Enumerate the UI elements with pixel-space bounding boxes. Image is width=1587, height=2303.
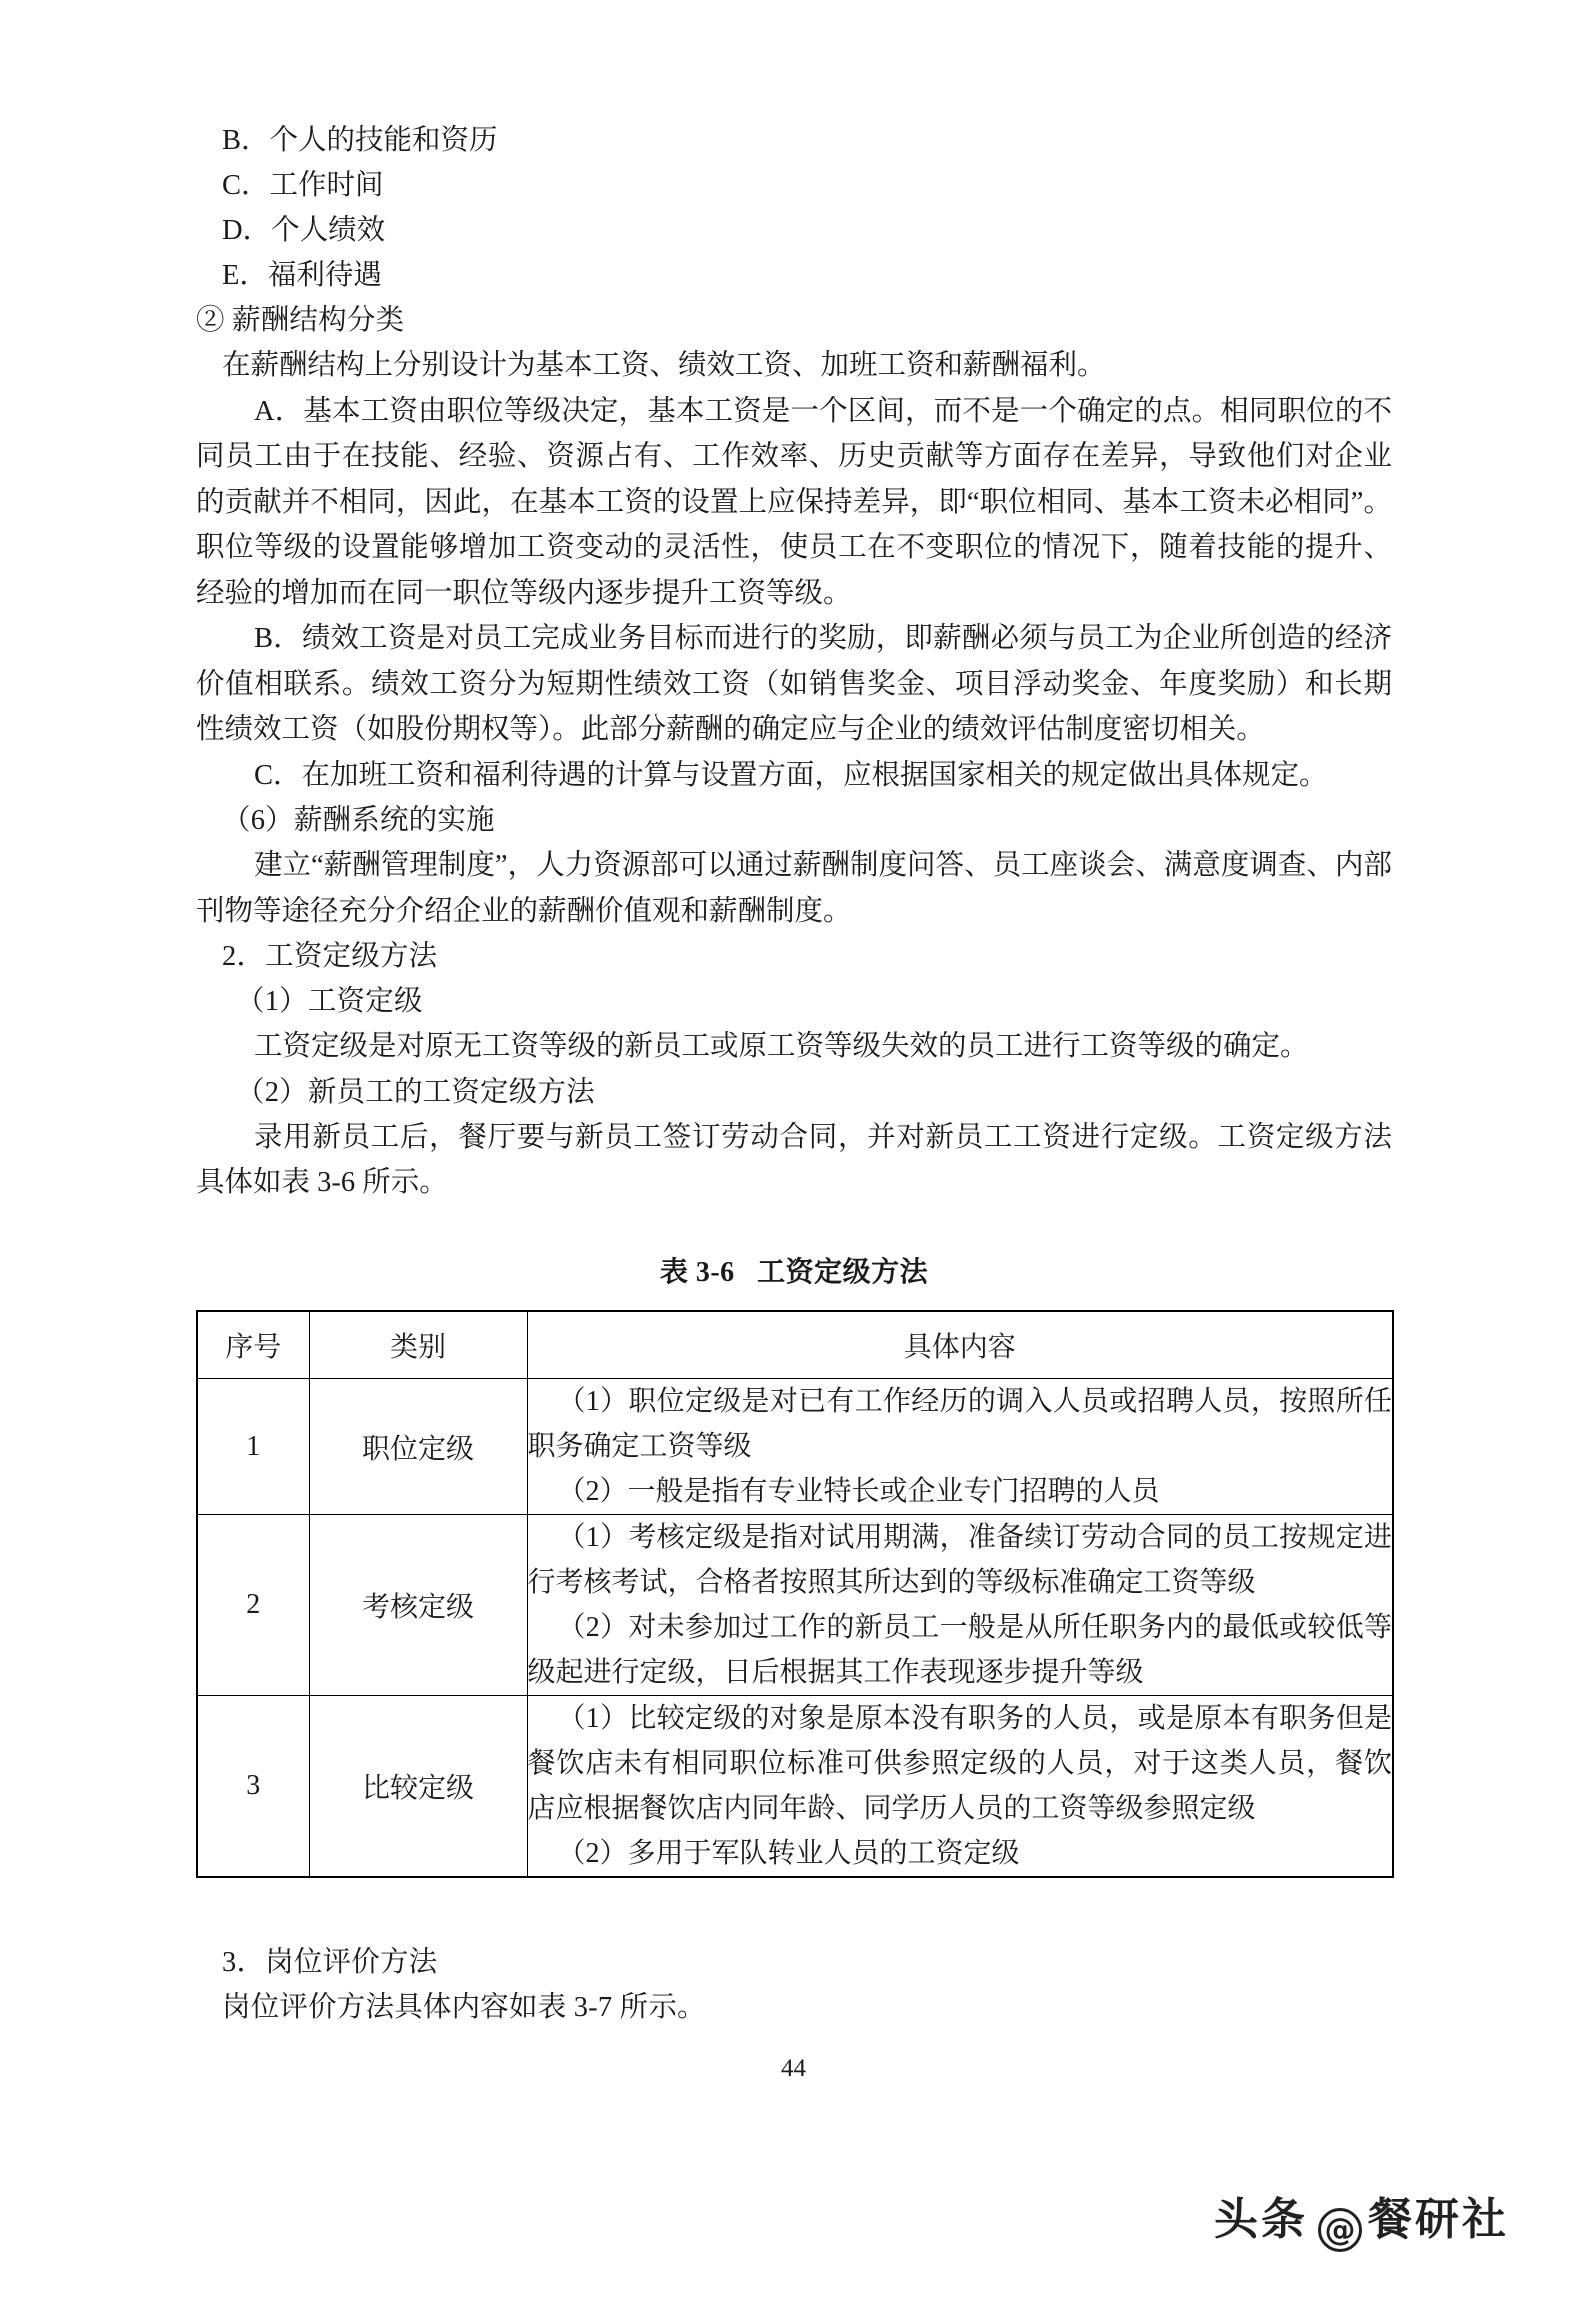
option-item-d: D．个人绩效 xyxy=(222,215,386,246)
watermark-at-icon: @ xyxy=(1318,2208,1362,2252)
paragraph-2-2: 录用新员工后，餐厅要与新员工签订劳动合同，并对新员工工资进行定级。工资定级方法具体如表 3-6 所示。 xyxy=(196,1121,1392,1198)
paragraph-2-1: 工资定级是对原无工资等级的新员工或原工资等级失效的员工进行工资等级的确定。 xyxy=(254,1031,1309,1062)
table-row xyxy=(197,1696,1393,1878)
row-category: 考核定级 xyxy=(309,1515,527,1696)
row-content-item: （2）一般是指有专业特长或企业专门招聘的人员 xyxy=(557,1476,1160,1507)
heading-3-job-evaluation: 3．岗位评价方法 xyxy=(222,1947,438,1978)
row-content xyxy=(527,1515,1393,1696)
row-content xyxy=(527,1379,1393,1515)
row-content-item: （1）职位定级是对已有工作经历的调入人员或招聘人员，按照所任职务确定工资等级 xyxy=(527,1386,1392,1462)
watermark xyxy=(1141,2132,1509,2303)
table-header-no: 序号 xyxy=(197,1311,309,1379)
row-content xyxy=(527,1696,1393,1878)
table-row xyxy=(197,1379,1393,1515)
table-caption xyxy=(196,1250,1392,1290)
row-content-item: （1）考核定级是指对试用期满，准备续订劳动合同的员工按规定进行考核考试，合格者按照其所达到的等级标准确定工资等级 xyxy=(527,1522,1392,1598)
row-category: 职位定级 xyxy=(309,1379,527,1515)
watermark-prefix: 头条 xyxy=(1214,2194,1308,2245)
paragraph-3: 岗位评价方法具体内容如表 3-7 所示。 xyxy=(222,1992,706,2023)
table-header-category: 类别 xyxy=(309,1311,527,1379)
wage-grading-table xyxy=(196,1310,1394,1879)
table-caption-title: 工资定级方法 xyxy=(757,1256,929,1288)
table-header-content: 具体内容 xyxy=(527,1311,1393,1379)
paragraph-a: A．基本工资由职位等级决定，基本工资是一个区间，而不是一个确定的点。相同职位的不同员工由于在技能、经验、资源占有、工作效率、历史贡献等方面存在差异，导致他们对企业的贡献并不相同，因此，在基本工资的设置上应保持差异，即“职位相同、基本工资未必相同”。职位等级的设置能够增加工资变动的灵活性，使员工在不变职位的情况下，随着技能的提升、经验的增加而在同一职位等级内逐步提升工资等级。 xyxy=(196,395,1392,609)
row-number: 3 xyxy=(197,1696,309,1878)
heading-salary-structure: ② 薪酬结构分类 xyxy=(196,305,405,336)
row-content-item: （2）多用于军队转业人员的工资定级 xyxy=(557,1838,1020,1869)
page-number: 44 xyxy=(781,2055,806,2082)
row-number: 2 xyxy=(197,1515,309,1696)
paragraph-b: B．绩效工资是对员工完成业务目标而进行的奖励，即薪酬必须与员工为企业所创造的经济价值相联系。绩效工资分为短期性绩效工资（如销售奖金、项目浮动奖金、年度奖励）和长期性绩效工资（如股份期权等）。此部分薪酬的确定应与企业的绩效评估制度密切相关。 xyxy=(196,623,1392,745)
table-header-row xyxy=(197,1311,1393,1379)
paragraph-c: C．在加班工资和福利待遇的计算与设置方面，应根据国家相关的规定做出具体规定。 xyxy=(254,759,1328,791)
option-item-b: B．个人的技能和资历 xyxy=(222,125,498,156)
watermark-handle: 餐研社 xyxy=(1368,2194,1509,2245)
heading-2-wage-grading: 2．工资定级方法 xyxy=(222,941,438,972)
row-content-item: （1）比较定级的对象是原本没有职务的人员，或是原本有职务但是餐饮店未有相同职位标准可供参照定级的人员，对于这类人员，餐饮店应根据餐饮店内同年龄、同学历人员的工资等级参照定级 xyxy=(527,1703,1392,1824)
table-caption-number: 表 3-6 xyxy=(659,1256,735,1288)
row-category: 比较定级 xyxy=(309,1696,527,1878)
heading-2-1: （1）工资定级 xyxy=(236,986,423,1017)
row-number: 1 xyxy=(197,1379,309,1515)
table-row xyxy=(197,1515,1393,1696)
option-item-c: C．工作时间 xyxy=(222,170,384,201)
option-item-e: E．福利待遇 xyxy=(222,260,382,291)
paragraph-structure-intro: 在薪酬结构上分别设计为基本工资、绩效工资、加班工资和薪酬福利。 xyxy=(222,350,1106,381)
page-content xyxy=(196,118,1392,2030)
paragraph-6: 建立“薪酬管理制度”，人力资源部可以通过薪酬制度问答、员工座谈会、满意度调查、内部刊物等途径充分介绍企业的薪酬价值观和薪酬制度。 xyxy=(196,850,1392,927)
row-content-item: （2）对未参加过工作的新员工一般是从所任职务内的最低或较低等级起进行定级，日后根据其工作表现逐步提升等级 xyxy=(527,1612,1392,1688)
heading-2-2: （2）新员工的工资定级方法 xyxy=(236,1076,595,1108)
heading-6-implementation: （6）薪酬系统的实施 xyxy=(222,805,495,836)
